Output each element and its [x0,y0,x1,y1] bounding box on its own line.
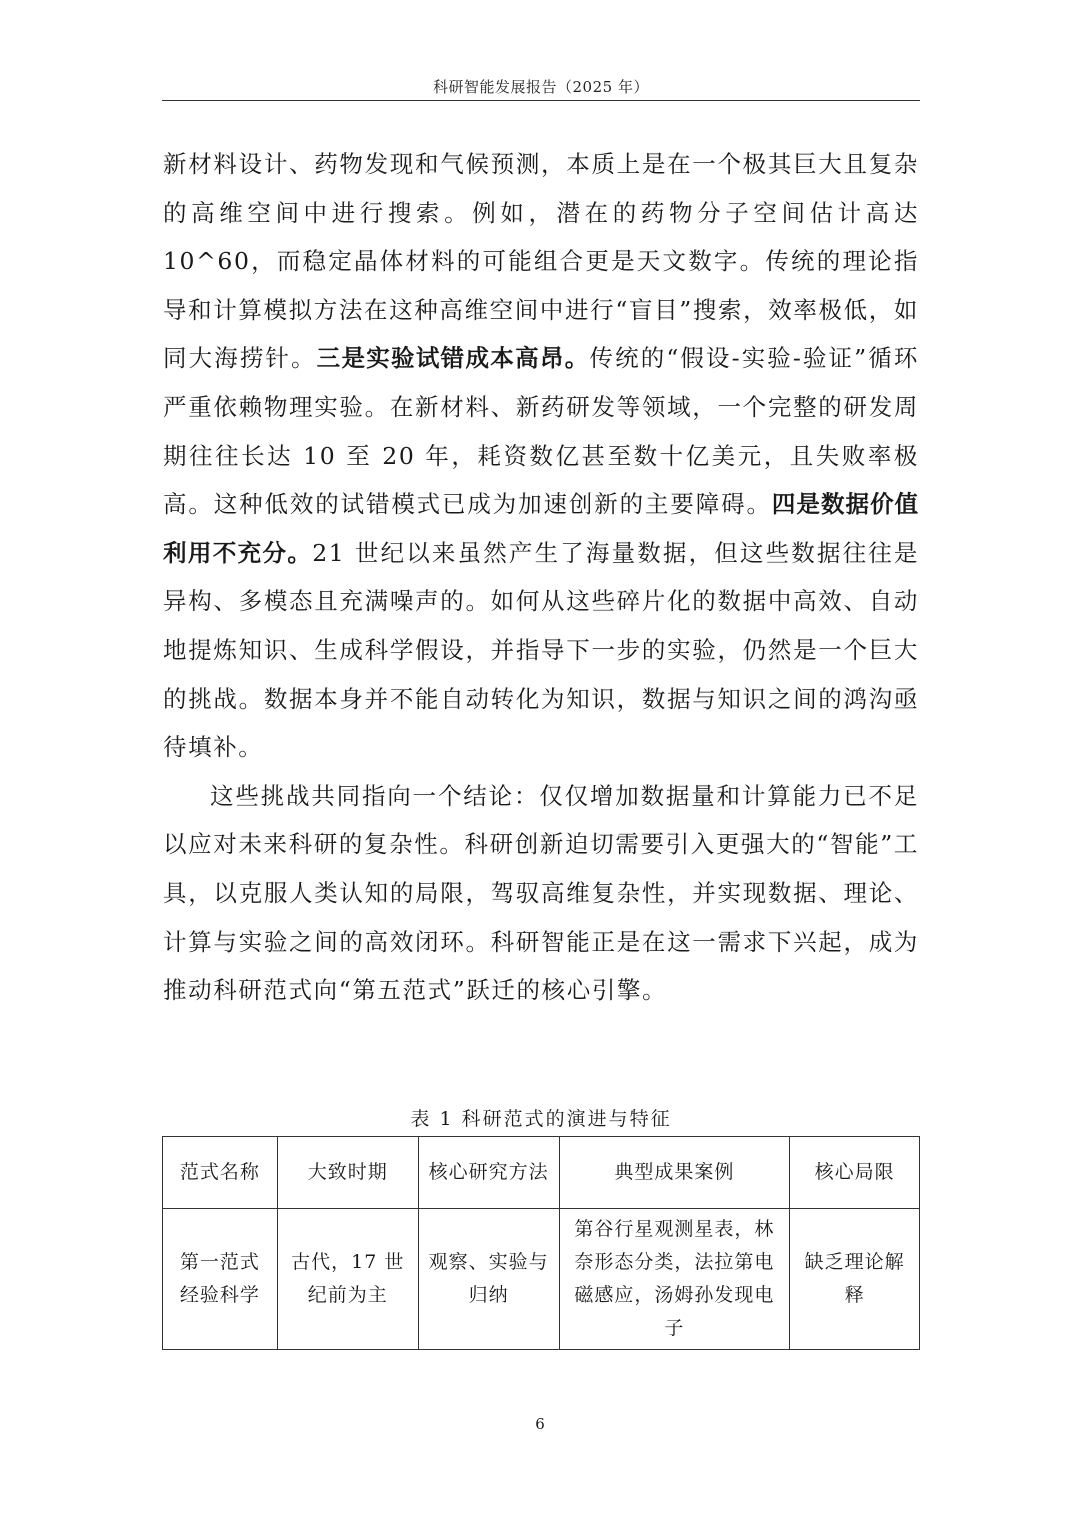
header-cell-paradigm-name: 范式名称 [163,1137,278,1209]
cell-cases: 第谷行星观测星表，林奈形态分类，法拉第电磁感应，汤姆孙发现电子 [559,1209,790,1350]
cell-method: 观察、实验与归纳 [418,1209,559,1350]
header-cell-cases: 典型成果案例 [559,1137,790,1209]
point-four-heading: 四是数据价值利用不充分。 [163,490,919,567]
paradigm-table [162,1136,920,1350]
header-rule [162,100,920,101]
header-cell-period: 大致时期 [277,1137,418,1209]
paragraph-1-part-a: 新材料设计、药物发现和气候预测，本质上是在一个极其巨大且复杂的高维空间中进行搜索。例如，潜在的药物分子空间估计高达 10^60，而稳定晶体材料的可能组合更是天文数字。传统的理论指导和计算模拟方法在这种高维空间中进行“盲目”搜索，效率极低，如同大海捞针。 [163,150,919,373]
cell-paradigm-name: 第一范式经验科学 [163,1209,278,1350]
point-three-heading: 三是实验试错成本高昂。 [316,344,590,373]
table-row [163,1209,920,1350]
paragraph-2: 这些挑战共同指向一个结论：仅仅增加数据量和计算能力已不足以应对未来科研的复杂性。科研创新迫切需要引入更强大的“智能”工具，以克服人类认知的局限，驾驭高维复杂性，并实现数据、理论、计算与实验之间的高效闭环。科研智能正是在这一需求下兴起，成为推动科研范式向“第五范式”跃迁的核心引擎。 [163,781,919,1005]
paragraph-1 [163,140,919,772]
table-header-row [163,1137,920,1209]
header-cell-limitation: 核心局限 [790,1137,920,1209]
running-header: 科研智能发展报告（2025 年） [433,78,649,96]
paragraph-1-part-c: 传统的“假设-实验-验证”循环严重依赖物理实验。在新材料、新药研发等领域，一个完整的研发周期往往长达 10 至 20 年，耗资数亿甚至数十亿美元，且失败率极高。这种低效的试错模式已成为加速创新的主要障碍。 [163,344,919,519]
table-caption: 表 1 科研范式的演进与特征 [410,1108,672,1130]
cell-period: 古代，17 世纪前为主 [277,1209,418,1350]
body-text [163,140,919,1015]
header-cell-method: 核心研究方法 [418,1137,559,1209]
paragraph-1-part-e: 21 世纪以来虽然产生了海量数据，但这些数据往往是异构、多模态且充满噪声的。如何从这些碎片化的数据中高效、自动地提炼知识、生成科学假设，并指导下一步的实验，仍然是一个巨大的挑战。数据本身并不能自动转化为知识，数据与知识之间的鸿沟亟待填补。 [163,538,919,762]
cell-limitation: 缺乏理论解释 [790,1209,920,1350]
page-number: 6 [535,1415,545,1433]
